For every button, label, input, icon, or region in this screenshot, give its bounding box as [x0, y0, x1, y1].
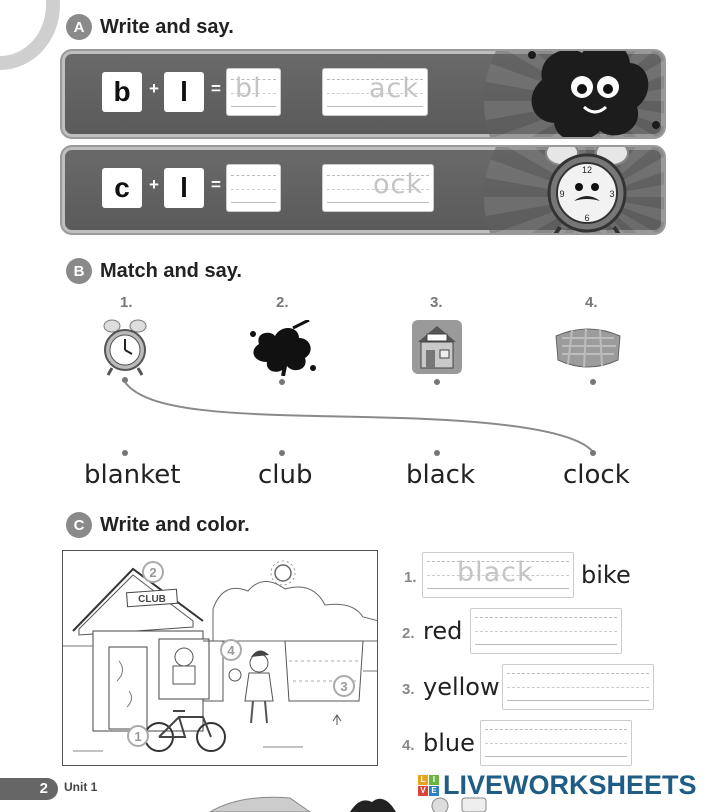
plus-sign: + [149, 175, 159, 194]
item-number-2: 2. [402, 625, 415, 642]
section-b-header [66, 258, 242, 284]
logo-mark-icon: L I V E [418, 775, 439, 796]
coloring-scene [62, 550, 378, 766]
brand-name: LIVEWORKSHEETS [443, 770, 697, 800]
clubhouse-scene-illustration [63, 551, 378, 766]
word-trace: ack [369, 73, 420, 104]
write-box-4[interactable] [480, 720, 632, 766]
picture-number-2: 2. [276, 294, 289, 311]
unit-label: Unit 1 [64, 780, 98, 794]
letter-box-1: b [102, 72, 142, 112]
scene-tag[interactable]: 2 [142, 561, 164, 583]
match-word-3: black [406, 460, 476, 490]
picture-number-1: 1. [120, 294, 133, 311]
match-word-4: clock [563, 460, 630, 490]
item-number-1: 1. [404, 569, 417, 586]
write-box-1[interactable] [422, 552, 574, 598]
letter-box-2: l [164, 168, 204, 208]
folded-blanket-icon [552, 322, 624, 372]
scene-tag[interactable]: 4 [220, 639, 242, 661]
section-c-title: Write and color. [100, 513, 250, 536]
ink-splat-icon [245, 320, 320, 376]
write-box-2[interactable] [470, 608, 622, 654]
section-b-title: Match and say. [100, 259, 242, 282]
match-dot-word-1[interactable] [122, 450, 128, 456]
match-dot-word-4[interactable] [590, 450, 596, 456]
picture-number-3: 3. [430, 294, 443, 311]
section-c-badge: C [66, 512, 92, 538]
match-line [120, 378, 600, 458]
blend-answer-box[interactable] [226, 68, 281, 116]
page-number: 2 [0, 778, 58, 800]
item-number-4: 4. [402, 737, 415, 754]
svg-text:3: 3 [609, 189, 615, 199]
corner-decoration [0, 0, 60, 70]
scene-tag[interactable]: 3 [333, 675, 355, 697]
letter-box-1: c [102, 168, 142, 208]
section-a-header [66, 14, 234, 40]
clock-character-icon [532, 147, 642, 233]
word-answer-box[interactable] [322, 68, 428, 116]
match-dot-word-2[interactable] [279, 450, 285, 456]
section-a-title: Write and say. [100, 15, 234, 38]
blend-answer-box[interactable] [226, 164, 281, 212]
ink-blob-character-icon [512, 51, 662, 137]
item-number-3: 3. [402, 681, 415, 698]
section-c-header [66, 512, 250, 538]
blend-row-1 [62, 51, 664, 137]
section-b-badge: B [66, 258, 92, 284]
svg-text:6: 6 [584, 213, 590, 223]
item-word-4: blue [423, 729, 475, 757]
clubhouse-icon [412, 320, 462, 374]
word-trace: ock [373, 169, 423, 200]
match-word-1: blanket [84, 460, 181, 490]
svg-text:9: 9 [559, 189, 565, 199]
word-answer-box[interactable] [322, 164, 434, 212]
picture-number-4: 4. [585, 294, 598, 311]
liveworksheets-logo [418, 770, 697, 801]
blend-row-2 [62, 147, 664, 233]
scene-tag[interactable]: 1 [127, 725, 149, 747]
equals-sign: = [211, 175, 221, 194]
plus-sign: + [149, 79, 159, 98]
write-box-3[interactable] [502, 664, 654, 710]
item-word-1: bike [581, 561, 631, 589]
alarm-clock-icon [100, 318, 150, 378]
item-word-2: red [423, 617, 463, 645]
blend-trace: bl [235, 73, 262, 104]
trace-word-black: black [457, 557, 534, 588]
equals-sign: = [211, 79, 221, 98]
match-dot-word-3[interactable] [434, 450, 440, 456]
club-sign-text: CLUB [138, 594, 166, 605]
letter-box-2: l [164, 72, 204, 112]
svg-text:12: 12 [581, 165, 593, 175]
match-word-2: club [258, 460, 313, 490]
section-a-badge: A [66, 14, 92, 40]
item-word-3: yellow [423, 673, 500, 701]
